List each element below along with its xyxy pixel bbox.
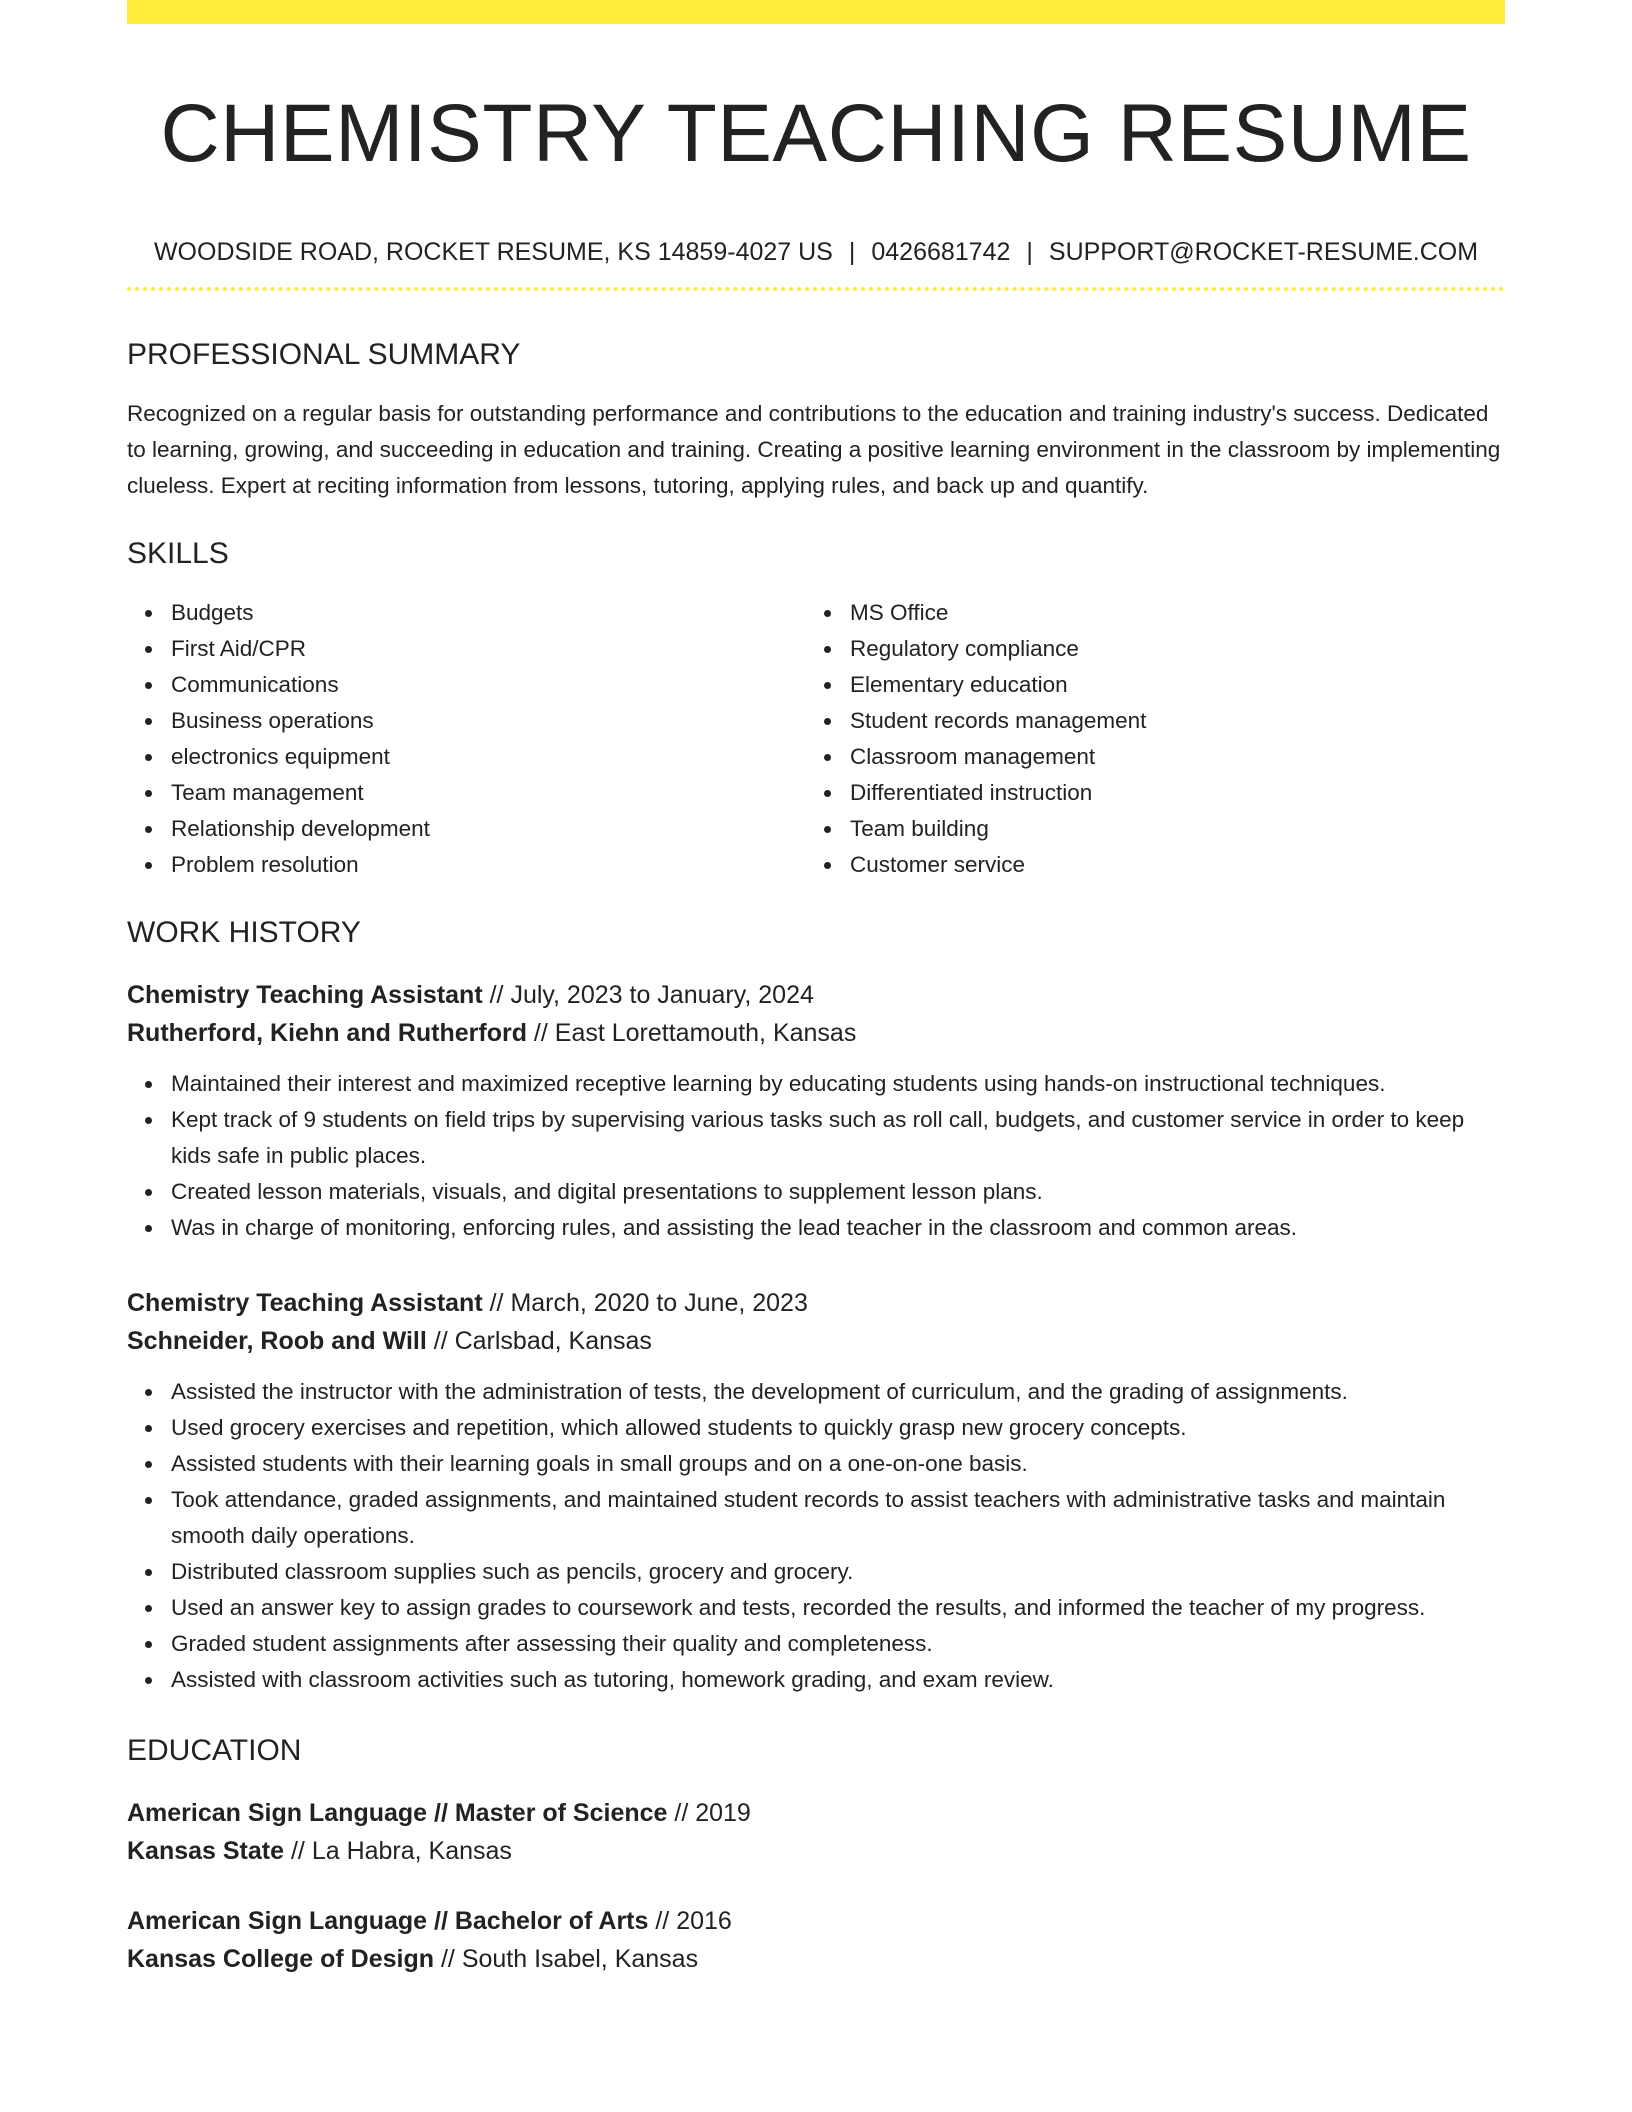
- job-bullets: [127, 1066, 1505, 1246]
- education-degree-line: [127, 1902, 1505, 1940]
- job-bullet: Created lesson materials, visuals, and digital presentations to supplement lesson plans.: [171, 1174, 1505, 1210]
- dotted-divider: [127, 287, 1505, 291]
- contact-address: WOODSIDE ROAD, ROCKET RESUME, KS 14859-4027 US: [153, 238, 833, 266]
- skills-column-right: [806, 595, 1485, 883]
- skill-item: MS Office: [850, 595, 1485, 631]
- job-company: Rutherford, Kiehn and Rutherford: [127, 1019, 527, 1047]
- contact-separator: |: [1026, 238, 1033, 266]
- education-year: // 2019: [667, 1799, 751, 1827]
- education-degree-line: [127, 1794, 1505, 1832]
- job-bullet: Distributed classroom supplies such as pencils, grocery and grocery.: [171, 1554, 1505, 1590]
- job-dates: // July, 2023 to January, 2024: [482, 981, 814, 1009]
- skill-item: Team management: [171, 775, 806, 811]
- job-bullet: Used grocery exercises and repetition, which allowed students to quickly grasp new grocery concepts.: [171, 1410, 1505, 1446]
- education-location: // La Habra, Kansas: [284, 1837, 512, 1865]
- work-history-heading: WORK HISTORY: [127, 916, 361, 949]
- education-school: Kansas College of Design: [127, 1945, 435, 1973]
- top-accent-bar: [127, 0, 1505, 24]
- education-degree: American Sign Language // Bachelor of Arts: [127, 1907, 649, 1935]
- contact-email: SUPPORT@ROCKET-RESUME.COM: [1048, 238, 1479, 266]
- skill-item: Problem resolution: [171, 847, 806, 883]
- job-bullet: Used an answer key to assign grades to coursework and tests, recorded the results, and informed the teacher of my progress.: [171, 1590, 1505, 1626]
- job-entry: [127, 1284, 1505, 1698]
- skills-section: [127, 534, 1505, 883]
- skill-item: First Aid/CPR: [171, 631, 806, 667]
- skill-item: Classroom management: [850, 739, 1485, 775]
- job-title: Chemistry Teaching Assistant: [127, 1289, 483, 1317]
- job-bullet: Assisted students with their learning goals in small groups and on a one-on-one basis.: [171, 1446, 1505, 1482]
- skills-column-left: [127, 595, 806, 883]
- education-location: // South Isabel, Kansas: [434, 1945, 699, 1973]
- skill-item: Relationship development: [171, 811, 806, 847]
- education-degree: American Sign Language // Master of Science: [127, 1799, 668, 1827]
- job-company: Schneider, Roob and Will: [127, 1327, 427, 1355]
- job-title-line: [127, 1284, 1505, 1322]
- summary-section: [127, 335, 1505, 504]
- job-bullet: Was in charge of monitoring, enforcing rules, and assisting the lead teacher in the classroom and common areas.: [171, 1210, 1505, 1246]
- resume-page: [127, 0, 1505, 1978]
- education-entry: [127, 1902, 1505, 1978]
- education-school-line: [127, 1832, 1505, 1870]
- skill-item: Communications: [171, 667, 806, 703]
- skill-item: Customer service: [850, 847, 1485, 883]
- job-bullet: Graded student assignments after assessing their quality and completeness.: [171, 1626, 1505, 1662]
- education-school-line: [127, 1940, 1505, 1978]
- work-history-section: [127, 913, 1505, 1698]
- job-bullet: Assisted with classroom activities such as tutoring, homework grading, and exam review.: [171, 1662, 1505, 1698]
- job-bullet: Maintained their interest and maximized receptive learning by educating students using hands-on instructional techniques.: [171, 1066, 1505, 1102]
- skill-item: Business operations: [171, 703, 806, 739]
- job-bullet: Took attendance, graded assignments, and maintained student records to assist teachers with administrative tasks and maintain smooth daily operations.: [171, 1482, 1505, 1554]
- job-location: // East Lorettamouth, Kansas: [526, 1019, 857, 1047]
- education-section: [127, 1731, 1505, 1978]
- skill-item: Elementary education: [850, 667, 1485, 703]
- job-company-line: [127, 1014, 1505, 1052]
- job-location: // Carlsbad, Kansas: [426, 1327, 652, 1355]
- job-company-line: [127, 1322, 1505, 1360]
- skill-item: Regulatory compliance: [850, 631, 1485, 667]
- contact-line: [127, 235, 1505, 269]
- job-entry: [127, 976, 1505, 1246]
- summary-heading: PROFESSIONAL SUMMARY: [127, 338, 521, 371]
- job-dates: // March, 2020 to June, 2023: [482, 1289, 808, 1317]
- education-year: // 2016: [648, 1907, 732, 1935]
- skill-item: Student records management: [850, 703, 1485, 739]
- education-school: Kansas State: [127, 1837, 285, 1865]
- job-title: Chemistry Teaching Assistant: [127, 981, 483, 1009]
- summary-text: Recognized on a regular basis for outstanding performance and contributions to the education and training industry's success. Dedicated to learning, growing, and succeeding in education and training. Creating a positive learning environment in the classroom by implementing clueless. Expert at reciting information from lessons, tutoring, applying rules, and back up and quantify.: [127, 401, 1501, 498]
- contact-separator: |: [848, 238, 856, 266]
- skill-item: Differentiated instruction: [850, 775, 1485, 811]
- page-title: CHEMISTRY TEACHING RESUME: [160, 88, 1472, 179]
- skill-item: electronics equipment: [171, 739, 806, 775]
- job-bullet: Assisted the instructor with the administration of tests, the development of curriculum, and the grading of assignments.: [171, 1374, 1505, 1410]
- skill-item: Team building: [850, 811, 1485, 847]
- job-bullets: [127, 1374, 1505, 1698]
- job-bullet: Kept track of 9 students on field trips by supervising various tasks such as roll call, budgets, and customer service in order to keep kids safe in public places.: [171, 1102, 1505, 1174]
- contact-phone: 0426681742: [871, 238, 1011, 266]
- skills-heading: SKILLS: [127, 537, 229, 570]
- job-title-line: [127, 976, 1505, 1014]
- skills-grid: [127, 595, 1505, 883]
- education-entry: [127, 1794, 1505, 1870]
- skill-item: Budgets: [171, 595, 806, 631]
- education-heading: EDUCATION: [127, 1734, 302, 1767]
